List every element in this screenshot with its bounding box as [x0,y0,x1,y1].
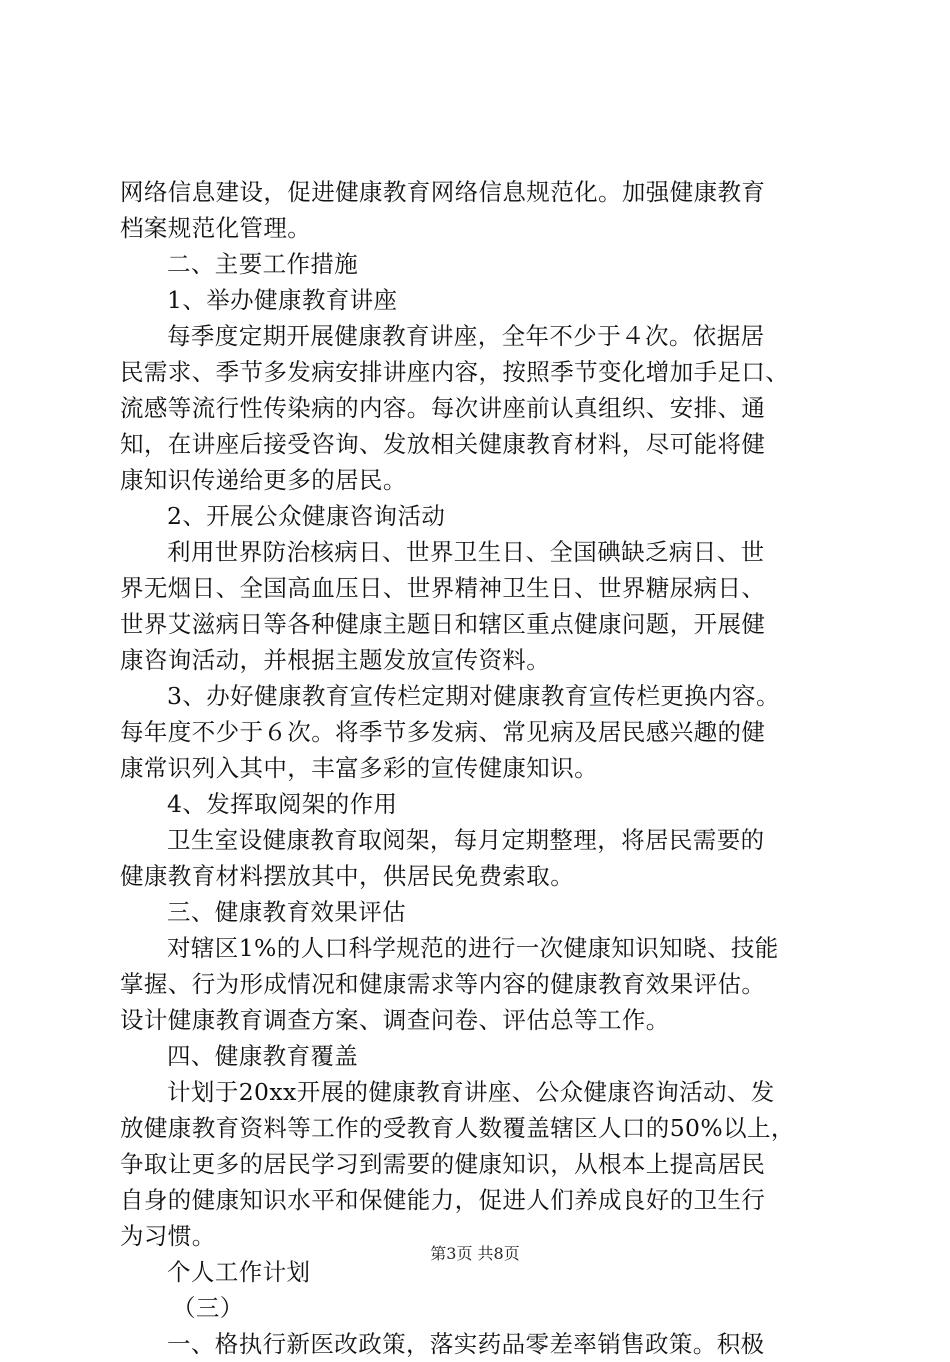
text-line: 健康教育材料摆放其中，供居民免费索取。 [120,862,575,890]
text-line: 每年度不少于６次。将季节多发病、常见病及居民感兴趣的健 [120,718,766,746]
text-line: 计划于20xx开展的健康教育讲座、公众健康咨询活动、发 [167,1078,775,1106]
text-line: 民需求、季节多发病安排讲座内容，按照季节变化增加手足口、 [120,358,790,386]
text-line: 康常识列入其中，丰富多彩的宣传健康知识。 [120,754,598,782]
subsection-heading: 1、举办健康教育讲座 [167,286,398,314]
section-heading: 二、主要工作措施 [167,250,359,278]
text-line: 对辖区1%的人口科学规范的进行一次健康知识知晓、技能 [167,934,779,962]
text-line: 康咨询活动，并根据主题发放宣传资料。 [120,646,551,674]
text-line: 康知识传递给更多的居民。 [120,466,407,494]
text-line: 争取让更多的居民学习到需要的健康知识，从根本上提高居民 [120,1150,766,1178]
text-line: 网络信息建设，促进健康教育网络信息规范化。加强健康教育 [120,178,766,206]
text-line: 知，在讲座后接受咨询、发放相关健康教育材料，尽可能将健 [120,430,766,458]
text-line: 自身的健康知识水平和保健能力，促进人们养成良好的卫生行 [120,1186,766,1214]
section-title: 个人工作计划 [167,1258,311,1286]
text-line: 卫生室设健康教育取阅架，每月定期整理，将居民需要的 [167,826,765,854]
text-line: 放健康教育资料等工作的受教育人数覆盖辖区人口的50%以上， [120,1114,795,1142]
text-line: 为习惯。 [120,1222,216,1250]
section-heading: 四、健康教育覆盖 [167,1042,359,1070]
text-line: 利用世界防治核病日、世界卫生日、全国碘缺乏病日、世 [167,538,765,566]
text-line: 流感等流行性传染病的内容。每次讲座前认真组织、安排、通 [120,394,766,422]
subsection-heading: 4、发挥取阅架的作用 [167,790,398,818]
subsection-heading: 2、开展公众健康咨询活动 [167,502,446,530]
text-line: 掌握、行为形成情况和健康需求等内容的健康教育效果评估。 [120,970,766,998]
text-line: 档案规范化管理。 [120,214,312,242]
text-line: 一、格执行新医改政策，落实药品零差率销售政策。积极 [167,1330,765,1358]
text-line: 每季度定期开展健康教育讲座，全年不少于４次。依据居 [167,322,765,350]
page-footer [0,1243,950,1265]
document-body [120,174,832,1362]
section-heading: 三、健康教育效果评估 [167,898,406,926]
section-number: （三） [172,1294,244,1322]
page-number: 第3页 共8页 [430,1244,520,1263]
text-line: 设计健康教育调查方案、调查问卷、评估总等工作。 [120,1006,670,1034]
text-line: 界无烟日、全国高血压日、世界精神卫生日、世界糖尿病日、 [120,574,766,602]
subsection-heading: 3、办好健康教育宣传栏定期对健康教育宣传栏更换内容。 [167,682,780,710]
text-line: 世界艾滋病日等各种健康主题日和辖区重点健康问题，开展健 [120,610,766,638]
